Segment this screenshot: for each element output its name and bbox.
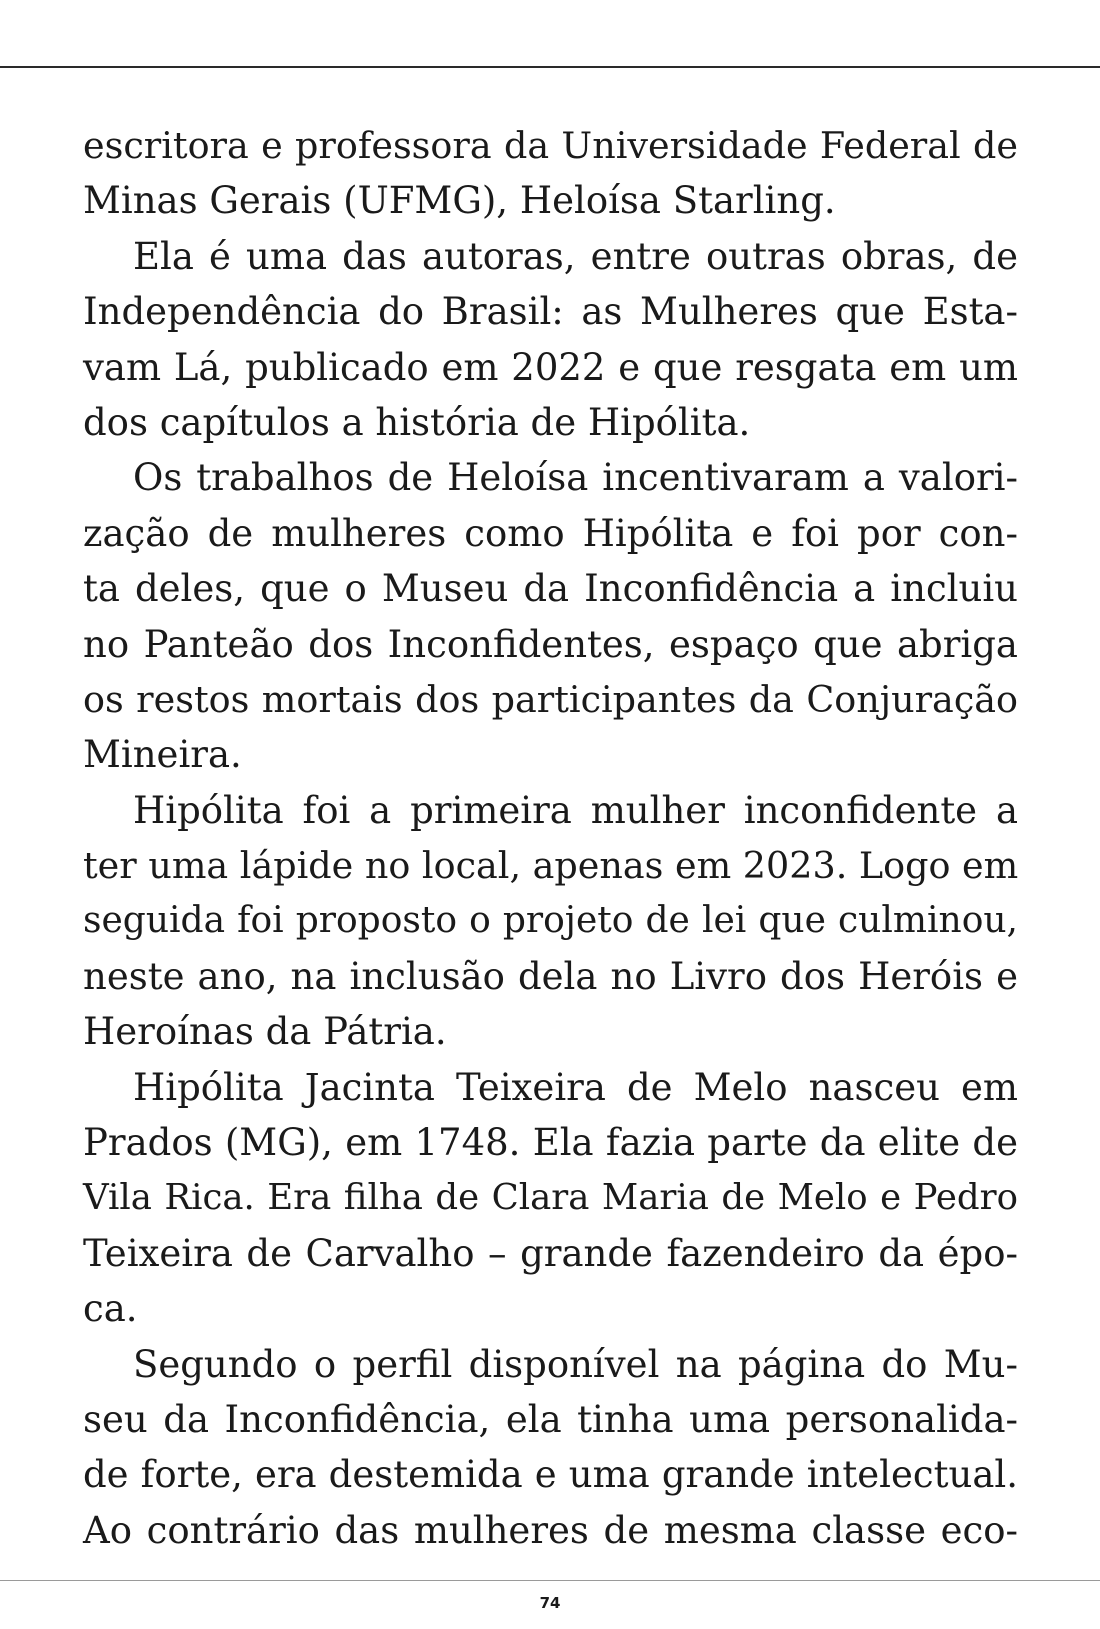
paragraph [83, 229, 1018, 451]
text-line: dos capítulos a história de Hipólita. [83, 400, 751, 444]
text-line: Ela é uma das autoras, entre outras obras, de [133, 234, 1018, 278]
text-line: Vila Rica. Era filha de Clara Maria de Melo e Pedro [83, 1177, 1018, 1219]
paragraph [83, 450, 1018, 782]
text-line: seguida foi proposto o projeto de lei que culminou, [83, 900, 1018, 942]
paragraph [83, 1060, 1018, 1337]
page-body [83, 118, 1018, 1558]
text-line: Os trabalhos de Heloísa incentivaram a valori- [133, 456, 1018, 500]
text-line: neste ano, na inclusão dela no Livro dos Heróis e [83, 954, 1018, 998]
text-line: ca. [83, 1287, 138, 1331]
text-line: Prados (MG), em 1748. Ela fazia parte da elite de [83, 1121, 1018, 1165]
text-line: ta deles, que o Museu da Inconfidência a incluiu [83, 567, 1018, 611]
text-line: Ao contrário das mulheres de mesma classe eco- [83, 1508, 1018, 1552]
paragraph [83, 1337, 1018, 1559]
text-line: zação de mulheres como Hipólita e foi por con- [83, 511, 1018, 555]
text-line: de forte, era destemida e uma grande intelectual. [83, 1453, 1018, 1497]
text-line: Teixeira de Carvalho – grande fazendeiro da épo- [83, 1231, 1018, 1275]
header-rule [0, 66, 1100, 68]
text-line: Independência do Brasil: as Mulheres que Esta- [83, 290, 1018, 334]
footer-rule [0, 1580, 1100, 1581]
text-line: Hipólita foi a primeira mulher inconfidente a [133, 788, 1018, 832]
text-line: Hipólita Jacinta Teixeira de Melo nasceu em [133, 1065, 1018, 1109]
text-line: Heroínas da Pátria. [83, 1010, 447, 1054]
text-line: Minas Gerais (UFMG), Heloísa Starling. [83, 179, 836, 223]
page-number: 74 [539, 1594, 561, 1612]
text-line: ter uma lápide no local, apenas em 2023. Logo em [83, 844, 1019, 888]
paragraph [83, 118, 1018, 229]
text-line: seu da Inconfidência, ela tinha uma personalida- [83, 1397, 1018, 1441]
text-line: no Panteão dos Inconfidentes, espaço que abriga [83, 622, 1018, 666]
text-line: escritora e professora da Universidade Federal de [83, 124, 1018, 167]
paragraph [83, 783, 1018, 1060]
text-line: os restos mortais dos participantes da Conjuração [83, 677, 1018, 721]
text-line: Segundo o perfil disponível na página do Mu- [133, 1342, 1018, 1386]
text-line: vam Lá, publicado em 2022 e que resgata em um [83, 345, 1018, 389]
text-line: Mineira. [83, 733, 242, 777]
